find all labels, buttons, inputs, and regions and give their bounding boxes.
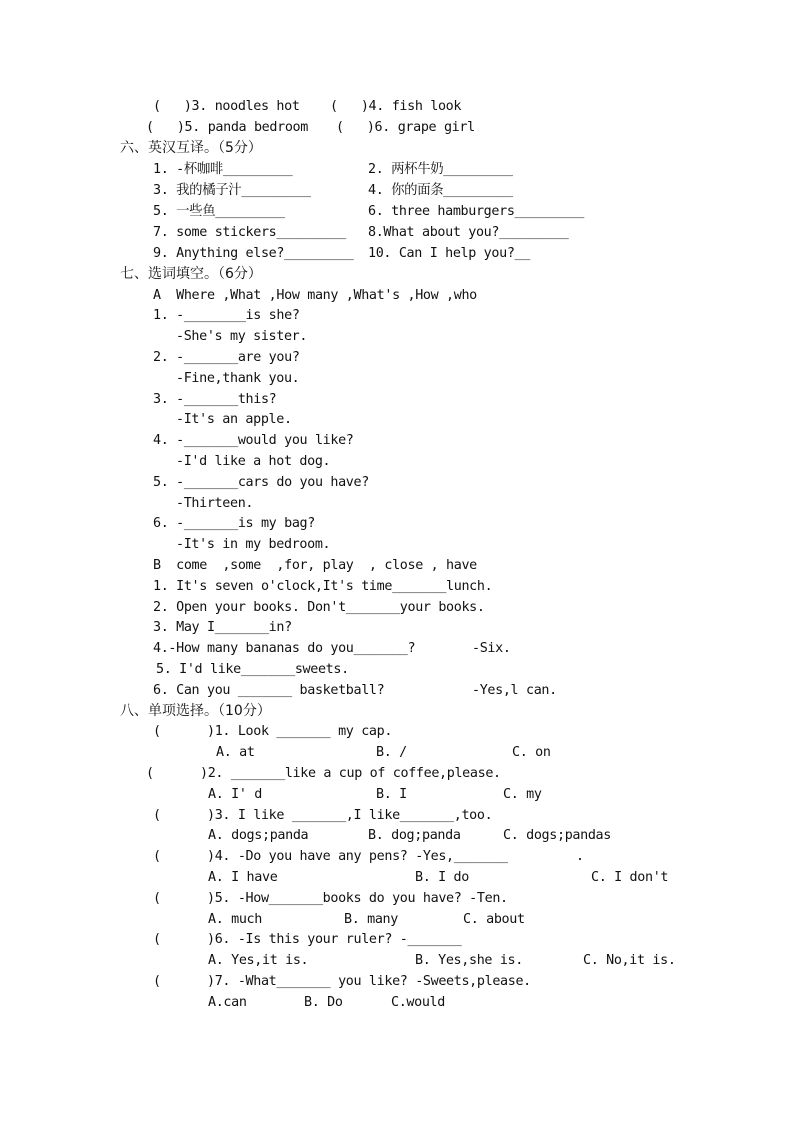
part8-option: B. many xyxy=(344,912,398,927)
part7-b6-answer: -Yes,l can. xyxy=(472,683,557,698)
part8-option: B. Yes,she is. xyxy=(415,953,523,968)
part5-q5: ( )5. panda bedroom xyxy=(146,120,308,135)
part8-option: A.can xyxy=(208,995,247,1010)
part6-item: 5. 一些鱼_________ xyxy=(153,204,285,219)
part7-a-question: 5. -_______cars do you have? xyxy=(153,475,369,490)
part7-a-question: 4. -_______would you like? xyxy=(153,433,354,448)
part7-a-question: 3. -_______this? xyxy=(153,392,277,407)
part7-a-question: 6. -_______is my bag? xyxy=(153,516,315,531)
part8-option: B. / xyxy=(376,745,407,760)
part7-b-item: 2. Open your books. Don't_______your books. xyxy=(153,600,485,615)
part8-option: C.would xyxy=(391,995,445,1010)
part8-option: C. my xyxy=(503,787,542,802)
part7-a-answer: -Fine,thank you. xyxy=(176,371,300,386)
part7-b-item: 6. Can you _______ basketball? xyxy=(153,683,385,698)
part7-b-item: 3. May I_______in? xyxy=(153,620,292,635)
part8-question: ( )1. Look _______ my cap. xyxy=(153,724,393,739)
part8-question: ( )2. _______like a cup of coffee,please. xyxy=(146,766,501,781)
part8-question: ( )7. -What_______ you like? -Sweets,please. xyxy=(153,974,531,989)
part8-option: C. dogs;pandas xyxy=(503,828,611,843)
part7-a-answer: -It's in my bedroom. xyxy=(176,537,331,552)
part8-option: B. I do xyxy=(415,870,469,885)
part5-q6: ( )6. grape girl xyxy=(336,120,475,135)
part6-item: 1. -杯咖啡_________ xyxy=(153,162,293,177)
part7-a-answer: -I'd like a hot dog. xyxy=(176,454,331,469)
part7-word-bank-a: A Where ,What ,How many ,What's ,How ,who xyxy=(153,288,477,303)
part6-heading: 六、英汉互译。（5分） xyxy=(120,140,262,156)
part8-question: ( )6. -Is this your ruler? -_______ xyxy=(153,932,462,947)
part8-option: C. I don't xyxy=(591,870,669,885)
part6-item: 6. three hamburgers_________ xyxy=(368,204,584,219)
part8-option: A. dogs;panda xyxy=(208,828,309,843)
part7-b4-answer: -Six. xyxy=(472,641,511,656)
part6-item: 9. Anything else?_________ xyxy=(153,246,354,261)
part8-question: ( )3. I like _______,I like_______,too. xyxy=(153,808,493,823)
part8-question-tail: . xyxy=(576,849,584,864)
part6-item: 7. some stickers_________ xyxy=(153,225,346,240)
part7-heading: 七、选词填空。（6分） xyxy=(120,266,262,282)
part7-b-item: 5. I'd like_______sweets. xyxy=(156,662,349,677)
part8-option: A. much xyxy=(208,912,262,927)
part8-option: B. I xyxy=(376,787,407,802)
part8-option: B. Do xyxy=(304,995,343,1010)
part8-option: A. at xyxy=(216,745,255,760)
part8-option: A. I have xyxy=(208,870,278,885)
part8-option: A. Yes,it is. xyxy=(208,953,309,968)
part6-item: 8.What about you?_________ xyxy=(368,225,569,240)
part8-option: A. I' d xyxy=(208,787,262,802)
part7-b-item: 1. It's seven o'clock,It's time_______lunch. xyxy=(153,579,493,594)
part8-question: ( )5. -How_______books do you have? -Ten. xyxy=(153,891,508,906)
part6-item: 3. 我的橘子汁_________ xyxy=(153,183,311,198)
part6-item: 10. Can I help you?__ xyxy=(368,246,530,261)
part8-option: C. No,it is. xyxy=(583,953,676,968)
part5-q3: ( )3. noodles hot xyxy=(153,99,300,114)
part8-question: ( )4. -Do you have any pens? -Yes,_______ xyxy=(153,849,508,864)
part8-heading: 八、单项选择。（10分） xyxy=(120,703,271,719)
part8-option: C. on xyxy=(512,745,551,760)
part7-b-item: 4.-How many bananas do you_______? xyxy=(153,641,416,656)
part8-option: B. dog;panda xyxy=(368,828,461,843)
part6-item: 4. 你的面条_________ xyxy=(368,183,513,198)
part7-a-question: 1. -________is she? xyxy=(153,308,300,323)
part7-a-answer: -Thirteen. xyxy=(176,496,254,511)
part7-a-question: 2. -_______are you? xyxy=(153,350,300,365)
part7-word-bank-b: B come ,some ,for, play , close , have xyxy=(153,558,477,573)
part7-a-answer: -It's an apple. xyxy=(176,412,292,427)
part5-q4: ( )4. fish look xyxy=(330,99,462,114)
part8-option: C. about xyxy=(463,912,525,927)
part6-item: 2. 两杯牛奶_________ xyxy=(368,162,513,177)
part7-a-answer: -She's my sister. xyxy=(176,329,308,344)
